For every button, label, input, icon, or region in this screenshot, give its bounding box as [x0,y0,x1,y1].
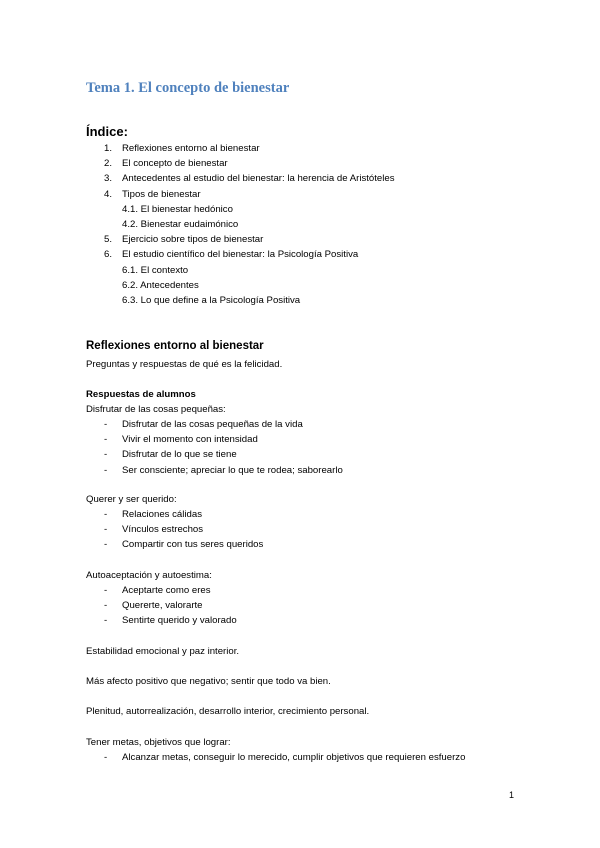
index-number: 3. [104,173,113,185]
bullet-marker: - [104,600,108,612]
group-label: Tener metas, objetivos que lograr: [86,737,231,748]
answers-heading: Respuestas de alumnos [86,389,196,400]
group-label: Disfrutar de las cosas pequeñas: [86,404,226,415]
index-text: 4.1. El bienestar hedónico [122,203,233,215]
index-item [0,156,600,171]
list-item [0,583,600,598]
bullet-marker: - [104,434,108,446]
index-item [0,141,600,156]
index-subitem [0,202,600,217]
index-text: 4.2. Bienestar eudaimónico [122,218,239,230]
index-number: 5. [104,234,113,246]
list-item [0,522,600,537]
list-item [0,447,600,462]
list-item-text: Ser consciente; apreciar lo que te rodea; saborearlo [122,464,343,476]
index-list [0,141,600,308]
bullet-list [0,583,600,629]
list-item [0,463,600,478]
index-text: Tipos de bienestar [122,188,201,200]
index-text: 6.1. El contexto [122,264,189,276]
statement: Plenitud, autorrealización, desarrollo interior, crecimiento personal. [86,706,370,717]
list-item [0,417,600,432]
index-number: 4. [104,188,113,200]
statement: Más afecto positivo que negativo; sentir que todo va bien. [86,676,331,687]
index-item [0,232,600,247]
group-label: Querer y ser querido: [86,494,177,505]
bullet-list [0,417,600,478]
list-item [0,507,600,522]
list-item-text: Sentirte querido y valorado [122,615,237,627]
page-title: Tema 1. El concepto de bienestar [86,80,290,96]
bullet-marker: - [104,449,108,461]
section-intro: Preguntas y respuestas de qué es la felicidad. [86,359,283,370]
list-item [0,750,600,765]
bullet-marker: - [104,539,108,551]
index-item [0,171,600,186]
bullet-marker: - [104,419,108,430]
index-text: Reflexiones entorno al bienestar [122,143,260,154]
index-text: El estudio científico del bienestar: la Psicología Positiva [122,249,359,261]
list-item-text: Alcanzar metas, conseguir lo merecido, cumplir objetivos que requieren esfuerzo [122,752,466,763]
bullet-list [0,750,600,765]
bullet-list [0,507,600,553]
bullet-marker: - [104,524,108,536]
index-text: El concepto de bienestar [122,158,228,170]
index-subitem [0,263,600,278]
page-number: 1 [509,790,515,800]
bullet-marker: - [104,615,108,627]
list-item-text: Quererte, valorarte [122,600,203,612]
list-item-text: Vivir el momento con intensidad [122,434,258,446]
list-item-text: Vínculos estrechos [122,524,204,536]
index-item [0,247,600,262]
list-item-text: Relaciones cálidas [122,509,202,520]
bullet-marker: - [104,464,108,476]
index-text: Ejercicio sobre tipos de bienestar [122,234,264,246]
index-item [0,187,600,202]
index-number: 1. [104,143,113,154]
list-item-text: Aceptarte como eres [122,585,211,596]
index-subitem [0,293,600,308]
index-number: 6. [104,249,113,261]
index-text: 6.2. Antecedentes [122,279,199,291]
section-heading: Reflexiones entorno al bienestar [86,340,264,352]
bullet-marker: - [104,509,108,520]
index-heading: Índice: [86,124,128,139]
list-item [0,613,600,628]
index-subitem [0,217,600,232]
bullet-marker: - [104,585,108,596]
index-number: 2. [104,158,113,170]
list-item-text: Compartir con tus seres queridos [122,539,264,551]
index-subitem [0,278,600,293]
list-item [0,598,600,613]
group-label: Autoaceptación y autoestima: [86,570,212,581]
list-item [0,432,600,447]
list-item [0,537,600,552]
statement: Estabilidad emocional y paz interior. [86,646,240,657]
bullet-marker: - [104,752,108,763]
list-item-text: Disfrutar de las cosas pequeñas de la vida [122,419,303,430]
index-text: 6.3. Lo que define a la Psicología Positiva [122,294,301,306]
list-item-text: Disfrutar de lo que se tiene [122,449,237,461]
index-text: Antecedentes al estudio del bienestar: la herencia de Aristóteles [122,173,395,185]
